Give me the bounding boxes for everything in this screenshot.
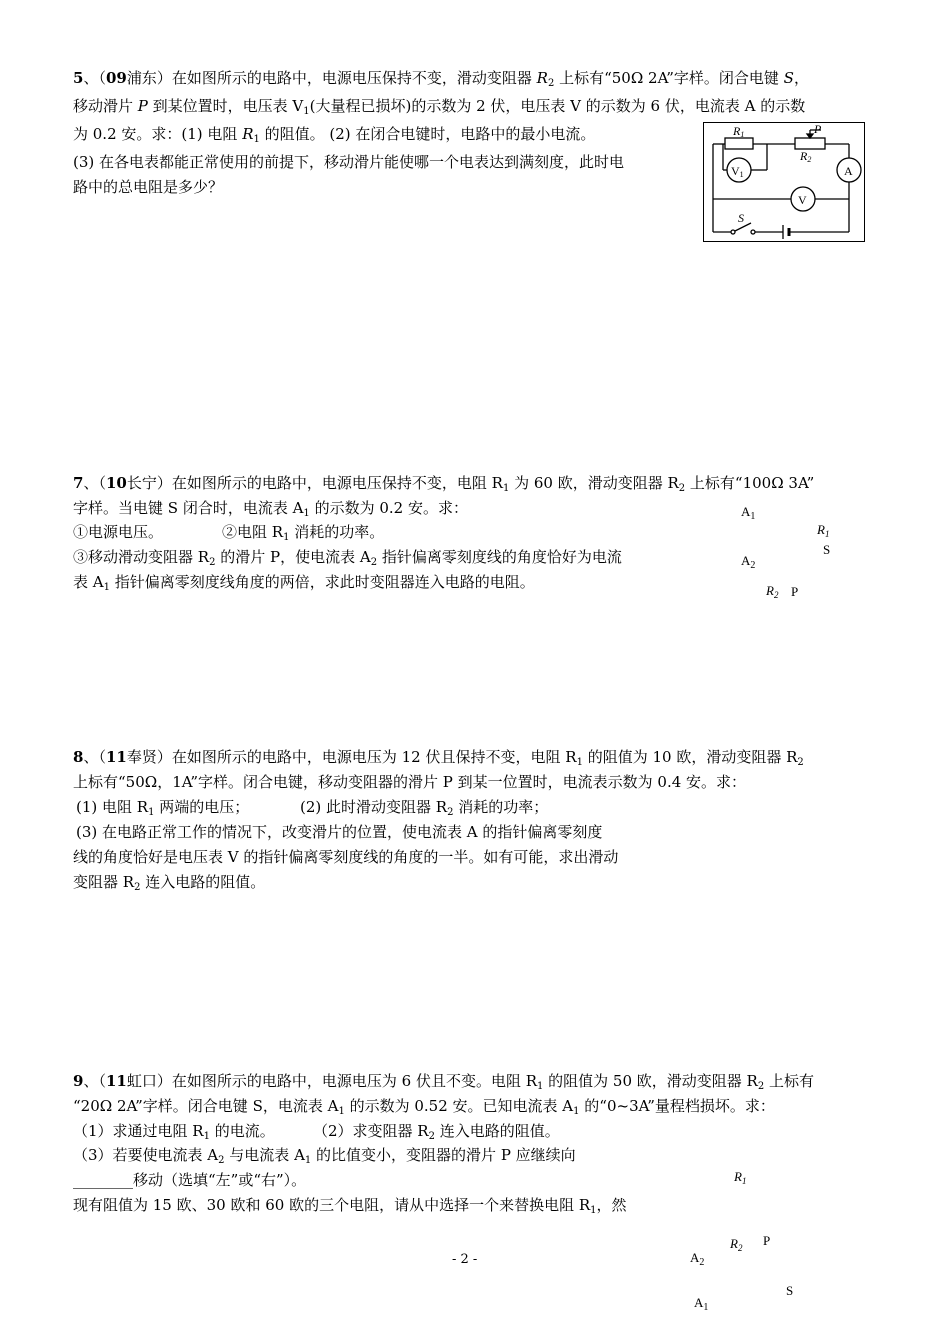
- q9-label-r2: $R_2$: [730, 1236, 743, 1253]
- q9-line6: [73, 1195, 627, 1215]
- q9-label-a1: $A_1$: [694, 1295, 709, 1313]
- q7-text: ②电阻 R: [222, 523, 284, 541]
- svg-text:V1: V1: [731, 164, 744, 179]
- q9-text: 现有阻值为 15 欧、30 欧和 60 欧的三个电阻，请从中选择一个来替换电阻 R: [73, 1196, 591, 1214]
- q7-sub: 1: [303, 508, 310, 519]
- q9-text: 上标有: [764, 1072, 815, 1090]
- q7-sub: 2: [678, 483, 686, 494]
- q8-line1: [73, 747, 804, 767]
- q9-text: 连入电路的阻值。: [434, 1122, 560, 1140]
- q8-paren: （: [98, 748, 106, 766]
- q5-sub: 1: [303, 106, 310, 117]
- r2-rheostat: [795, 138, 825, 149]
- q8-sub: 2: [447, 807, 454, 818]
- q5-source-place: 浦东: [126, 69, 157, 87]
- q9-number: 9: [73, 1072, 84, 1090]
- q8-text: 两端的电压；: [154, 798, 250, 816]
- q7-text: ）在如图所示的电路中，电源电压保持不变，电阻 R: [156, 474, 503, 492]
- q9-text: （1）求通过电阻 R: [73, 1122, 204, 1140]
- q7-line5: [73, 572, 535, 592]
- r1-resistor: [725, 138, 753, 149]
- page-number: - 2 -: [452, 1252, 478, 1267]
- q9-paren: （: [98, 1072, 106, 1090]
- q5-var: R: [536, 69, 548, 87]
- q5-text: 的阻值。 (2) 在闭合电键时，电路中的最小电流。: [259, 125, 596, 143]
- q7-label-r1: $R_1$: [817, 522, 830, 539]
- q7-text: 为 60 欧，滑动变阻器 R: [509, 474, 679, 492]
- q7-text: ①电源电压。: [73, 523, 164, 541]
- q7-text: 的滑片 P，使电流表 A: [215, 548, 371, 566]
- svg-text:R2: R2: [800, 149, 812, 164]
- q7-text: 指针偏离零刻度线角度的两倍，求此时变阻器连入电路的电阻。: [109, 573, 535, 591]
- svg-text:P: P: [814, 122, 822, 136]
- q7-label-s: S: [823, 542, 831, 557]
- q9-sub: 2: [428, 1131, 435, 1142]
- q8-sub: 2: [797, 757, 804, 768]
- q9-source-place: 虹口: [126, 1072, 157, 1090]
- q5-line1: [73, 68, 809, 88]
- q5-sub: 2: [547, 78, 555, 89]
- q5-source-year: 09: [105, 69, 127, 87]
- q8-number: 8: [73, 748, 84, 766]
- q7-label-a2: $A_2$: [741, 553, 756, 571]
- q5-var: S: [783, 69, 794, 87]
- q9-line3b: [313, 1121, 560, 1141]
- q8-line6: [73, 872, 265, 892]
- q9-sub: 1: [537, 1081, 544, 1092]
- q9-line3: [73, 1121, 275, 1141]
- q9-label-r1: $R_1$: [734, 1169, 747, 1186]
- q8-line2: 上标有“50Ω，1A”字样。闭合电键，移动变阻器的滑片 P 到某一位置时，电流表示数为 0.4 安。求：: [73, 773, 747, 791]
- q7-label-r2: $R_2$: [766, 583, 779, 600]
- q8-sub: 2: [134, 882, 141, 893]
- q8-text: (1) 电阻 R: [76, 798, 149, 816]
- svg-text:R1: R1: [733, 124, 745, 139]
- q7-line4: [73, 547, 622, 567]
- q5-line2: [73, 96, 805, 116]
- q7-text: 表 A: [73, 573, 104, 591]
- q5-line4: (3) 在各电表都能正常使用的前提下，移动滑片能使哪一个电表达到满刻度，此时电: [73, 153, 625, 171]
- q5-paren: （: [98, 69, 106, 87]
- q8-line5: 线的角度恰好是电压表 V 的指针偏离零刻度线的角度的一半。如有可能，求出滑动: [73, 848, 619, 866]
- q8-source-year: 11: [105, 748, 127, 766]
- q5-sub: 1: [253, 134, 260, 145]
- q5-text: 移动滑片: [73, 97, 138, 115]
- q5-var: P: [137, 97, 148, 115]
- q8-text: 消耗的功率；: [453, 798, 549, 816]
- q7-sub: 1: [283, 532, 290, 543]
- q8-text: 的阻值为 10 欧，滑动变阻器 R: [582, 748, 798, 766]
- q5-text: 为 0.2 安。求：(1) 电阻: [73, 125, 243, 143]
- q9-line2: [73, 1096, 775, 1116]
- q7-text: 消耗的功率。: [289, 523, 385, 541]
- q8-line3b: [300, 797, 548, 817]
- q9-sub: 1: [203, 1131, 210, 1142]
- q7-line3: [73, 522, 163, 542]
- q8-text: 连入电路的阻值。: [140, 873, 266, 891]
- q8-line4: (3) 在电路正常工作的情况下，改变滑片的位置，使电流表 A 的指针偏离零刻度: [76, 823, 603, 841]
- q9-sub: 1: [590, 1205, 597, 1216]
- q7-sep: 、: [83, 474, 99, 492]
- q9-text: 的电流。: [209, 1122, 275, 1140]
- q9-text: ）在如图所示的电路中，电源电压为 6 伏且不变。电阻 R: [156, 1072, 538, 1090]
- q9-sub: 2: [218, 1155, 225, 1166]
- q5-sep: 、: [83, 69, 99, 87]
- q8-source-place: 奉贤: [126, 748, 157, 766]
- q8-sep: 、: [83, 748, 99, 766]
- q9-text: （2）求变阻器 R: [313, 1122, 429, 1140]
- q7-text: ③移动滑动变阻器 R: [73, 548, 210, 566]
- q8-text: (2) 此时滑动变阻器 R: [300, 798, 448, 816]
- q7-label-p: P: [791, 584, 799, 599]
- q9-sub: 1: [573, 1106, 580, 1117]
- q7-label-a1: $A_1$: [741, 504, 756, 522]
- q9-label-s: S: [786, 1283, 794, 1298]
- q9-text: ，然: [596, 1196, 627, 1214]
- q5-var: R: [242, 125, 254, 143]
- q9-sub: 1: [338, 1106, 345, 1117]
- q9-sep: 、: [83, 1072, 99, 1090]
- q7-line1: [73, 473, 814, 493]
- q7-paren: （: [98, 474, 106, 492]
- q7-text: 的示数为 0.2 安。求：: [309, 499, 468, 517]
- q9-text: 的比值变小，变阻器的滑片 P 应继续向: [311, 1146, 576, 1164]
- q7-text: 上标有“100Ω 3A”: [685, 474, 815, 492]
- q9-text: 移动（选填“左”或“右”）。: [133, 1171, 307, 1189]
- q7-sub: 2: [370, 557, 378, 568]
- q5-circuit-diagram: [703, 122, 865, 242]
- q8-sub: 1: [576, 757, 583, 768]
- q9-text: （3）若要使电流表 A: [73, 1146, 219, 1164]
- q5-text: 上标有“50Ω 2A”字样。闭合电键: [554, 69, 784, 87]
- q5-line5: 路中的总电阻是多少？: [73, 178, 224, 196]
- q7-sub: 2: [209, 557, 216, 568]
- svg-text:A: A: [844, 164, 853, 178]
- q9-answer-blank: ________: [73, 1171, 133, 1189]
- q5-number: 5: [73, 69, 84, 87]
- q9-text: 的“0~3A”量程档损坏。求：: [579, 1097, 775, 1115]
- q5-text: 到某位置时，电压表 V: [147, 97, 304, 115]
- q5-line3: [73, 124, 595, 144]
- q9-label-p: P: [763, 1233, 771, 1248]
- q5-text: (大量程已损坏)的示数为 2 伏，电压表 V 的示数为 6 伏，电流表 A 的示数: [309, 97, 806, 115]
- q7-sub: 1: [103, 582, 110, 593]
- q9-text: 的阻值为 50 欧，滑动变阻器 R: [543, 1072, 758, 1090]
- q5-text: ，: [793, 69, 809, 87]
- q9-line1: [73, 1071, 814, 1091]
- q7-text: 指针偏离零刻度线的角度恰好为电流: [377, 548, 622, 566]
- q9-source-year: 11: [105, 1072, 127, 1090]
- q9-text: 与电流表 A: [224, 1146, 305, 1164]
- q5-text: ）在如图所示的电路中，电源电压保持不变，滑动变阻器: [156, 69, 537, 87]
- q9-text: 的示数为 0.52 安。已知电流表 A: [344, 1097, 574, 1115]
- q9-line4: [73, 1145, 576, 1165]
- svg-text:V: V: [798, 193, 807, 207]
- q9-sub: 1: [304, 1155, 312, 1166]
- q8-sub: 1: [148, 807, 155, 818]
- q7-line3b: [222, 522, 384, 542]
- q9-label-a2: $A_2$: [690, 1250, 705, 1268]
- q8-line3: [76, 797, 249, 817]
- q7-source-year: 10: [105, 474, 127, 492]
- svg-text:S: S: [738, 211, 744, 225]
- q9-line5: [73, 1170, 306, 1190]
- q7-text: 字样。当电键 S 闭合时，电流表 A: [73, 499, 304, 517]
- q9-sub: 2: [757, 1081, 765, 1092]
- q7-line2: [73, 498, 468, 518]
- q8-text: 变阻器 R: [73, 873, 135, 891]
- q7-number: 7: [73, 474, 84, 492]
- q9-text: “20Ω 2A”字样。闭合电键 S，电流表 A: [73, 1097, 339, 1115]
- q7-source-place: 长宁: [126, 474, 157, 492]
- q7-sub: 1: [502, 483, 510, 494]
- q8-text: ）在如图所示的电路中，电源电压为 12 伏且保持不变，电阻 R: [156, 748, 577, 766]
